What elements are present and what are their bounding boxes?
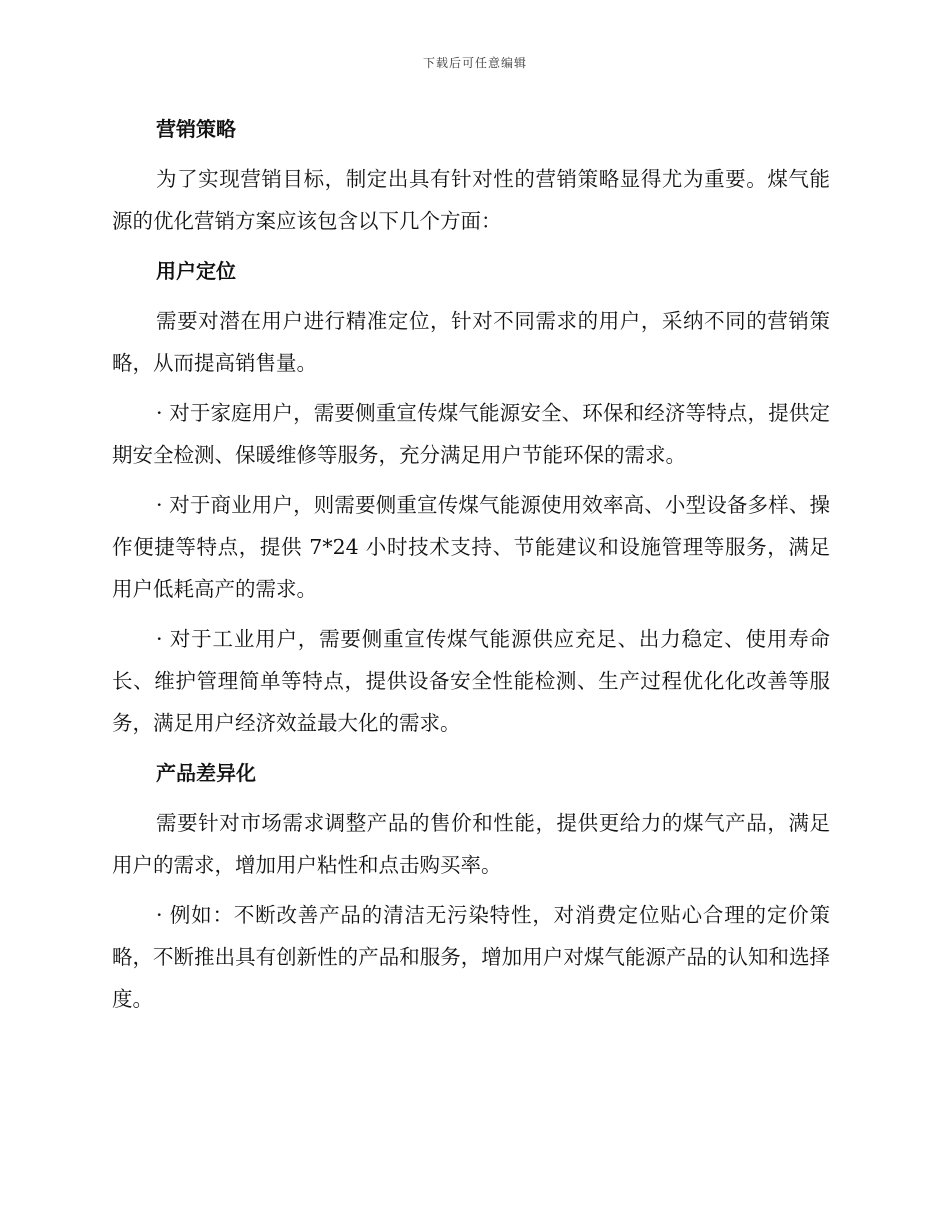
section-heading-user-positioning: 用户定位 <box>156 259 236 283</box>
paragraph: 为了实现营销目标，制定出具有针对性的营销策略显得尤为重要。煤气能源的优化营销方案应该包含以下几个方面： <box>112 167 830 233</box>
bullet-paragraph-industrial: · 对于工业用户，需要侧重宣传煤气能源供应充足、出力稳定、使用寿命长、维护管理简单等特点，提供设备安全性能检测、生产过程优化化改善等服务，满足用户经济效益最大化的需求。 <box>112 627 830 735</box>
section-heading-marketing-strategy: 营销策略 <box>156 117 236 141</box>
document-body <box>112 108 830 1028</box>
page-header-note: 下载后可任意编辑 <box>422 56 527 70</box>
bullet-paragraph-household: · 对于家庭用户，需要侧重宣传煤气能源安全、环保和经济等特点，提供定期安全检测、保暖维修等服务，充分满足用户节能环保的需求。 <box>112 401 830 467</box>
bullet-paragraph-example: · 例如：不断改善产品的清洁无污染特性，对消费定位贴心合理的定价策略，不断推出具有创新性的产品和服务，增加用户对煤气能源产品的认知和选择度。 <box>112 903 830 1011</box>
bullet-paragraph-commercial: · 对于商业用户，则需要侧重宣传煤气能源使用效率高、小型设备多样、操作便捷等特点，提供 7*24 小时技术支持、节能建议和设施管理等服务，满足用户低耗高产的需求。 <box>112 493 830 601</box>
paragraph: 需要对潜在用户进行精准定位，针对不同需求的用户，采纳不同的营销策略，从而提高销售量。 <box>112 309 830 375</box>
paragraph: 需要针对市场需求调整产品的售价和性能，提供更给力的煤气产品，满足用户的需求，增加用户粘性和点击购买率。 <box>112 811 830 877</box>
section-heading-product-differentiation: 产品差异化 <box>156 761 256 785</box>
